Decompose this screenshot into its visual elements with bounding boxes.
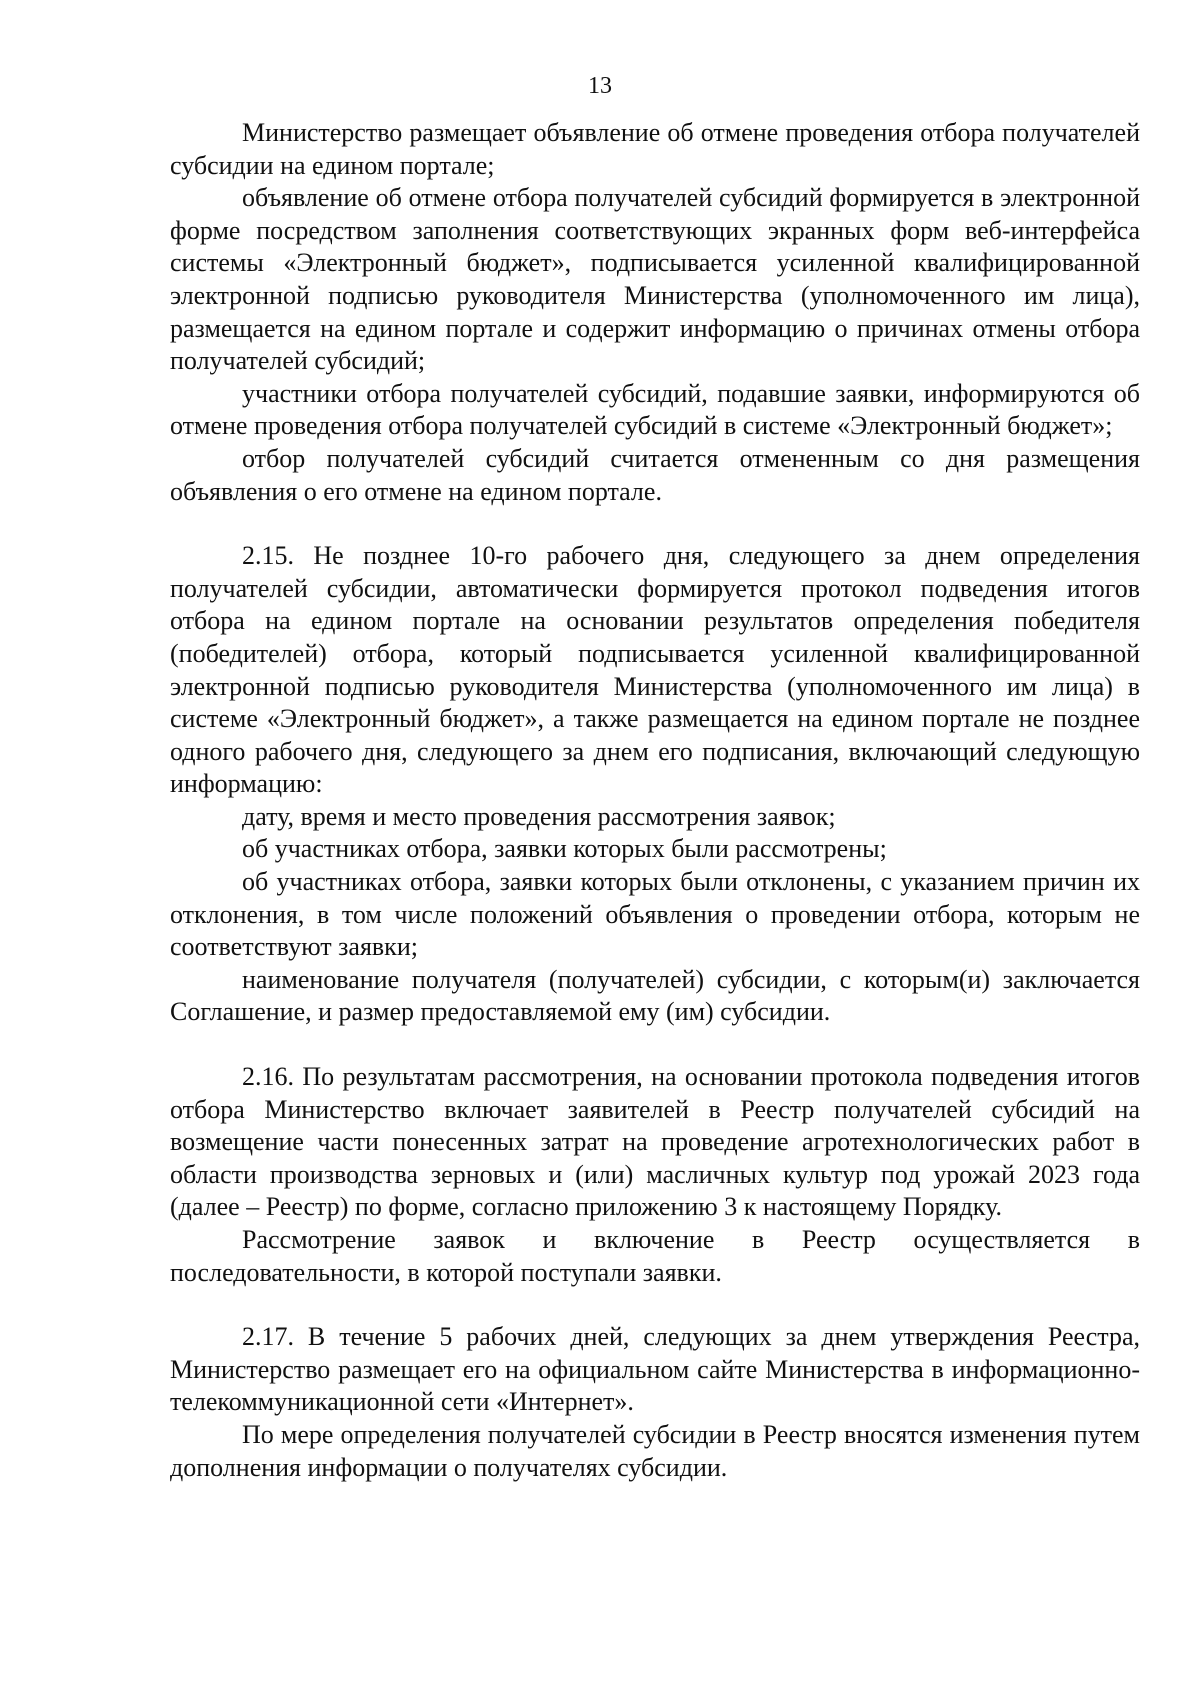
list-item: об участниках отбора, заявки которых были рассмотрены; [242,834,887,864]
paragraph: 2.16. По результатам рассмотрения, на основании протокола подведения итогов отбора Министерство включает заявителей в Реестр получателей субсидий на возмещение части понесенных затрат на проведение агротехнологических работ в области производства зерновых и (или) масличных культур под урожай 2023 года (далее – Реестр) по форме, согласно приложению 3 к настоящему Порядку. [170,1062,1140,1222]
section-spacer [170,508,1140,540]
paragraph: отбор получателей субсидий считается отмененным со дня размещения объявления о его отмене на едином портале. [170,443,1140,506]
section-2-16 [170,1061,1140,1289]
paragraph: 2.17. В течение 5 рабочих дней, следующих за днем утверждения Реестра, Министерство размещает его на официальном сайте Министерства в информационно-телекоммуникационной сети «Интернет». [170,1322,1140,1417]
list-item: дату, время и место проведения рассмотрения заявок; [242,801,836,831]
section-2-17 [170,1321,1140,1484]
paragraph: 2.15. Не позднее 10-го рабочего дня, следующего за днем определения получателей субсидии, автоматически формируется протокол подведения итогов отбора на едином портале на основании результатов определения победителя (победителей) отбора, который подписывается усиленной квалифицированной электронной подписью руководителя Министерства (уполномоченного им лица) в системе «Электронный бюджет», а также размещается на едином портале не позднее одного рабочего дня, следующего за днем его подписания, включающий следующую информацию: [170,541,1140,799]
section-2-15 [170,540,1140,1029]
list-item: об участниках отбора, заявки которых были отклонены, с указанием причин их отклонения, в том числе положений объявления о проведении отбора, которым не соответствуют заявки; [170,867,1140,962]
paragraph: Министерство размещает объявление об отмене проведения отбора получателей субсидии на едином портале; [170,118,1140,180]
section-spacer [170,1289,1140,1321]
list-item: наименование получателя (получателей) субсидии, с которым(и) заключается Соглашение, и размер предоставляемой ему (им) субсидии. [170,964,1140,1027]
section-spacer [170,1029,1140,1061]
paragraph: Рассмотрение заявок и включение в Реестр осуществляется в последовательности, в которой поступали заявки. [170,1225,1140,1287]
paragraph: участники отбора получателей субсидий, подавшие заявки, информируются об отмене проведения отбора получателей субсидий в системе «Электронный бюджет»; [170,378,1140,441]
paragraph: По мере определения получателей субсидии в Реестр вносятся изменения путем дополнения информации о получателях субсидии. [170,1419,1140,1482]
page-number: 13 [588,73,612,99]
paragraph: объявление об отмене отбора получателей субсидий формируется в электронной форме посредством заполнения соответствующих экранных форм веб-интерфейса системы «Электронный бюджет», подписывается усиленной квалифицированной электронной подписью руководителя Министерства (уполномоченного им лица), размещается на едином портале и содержит информацию о причинах отмены отбора получателей субсидий; [170,183,1140,376]
document-body [170,117,1140,1484]
section-cancellation [170,117,1140,508]
